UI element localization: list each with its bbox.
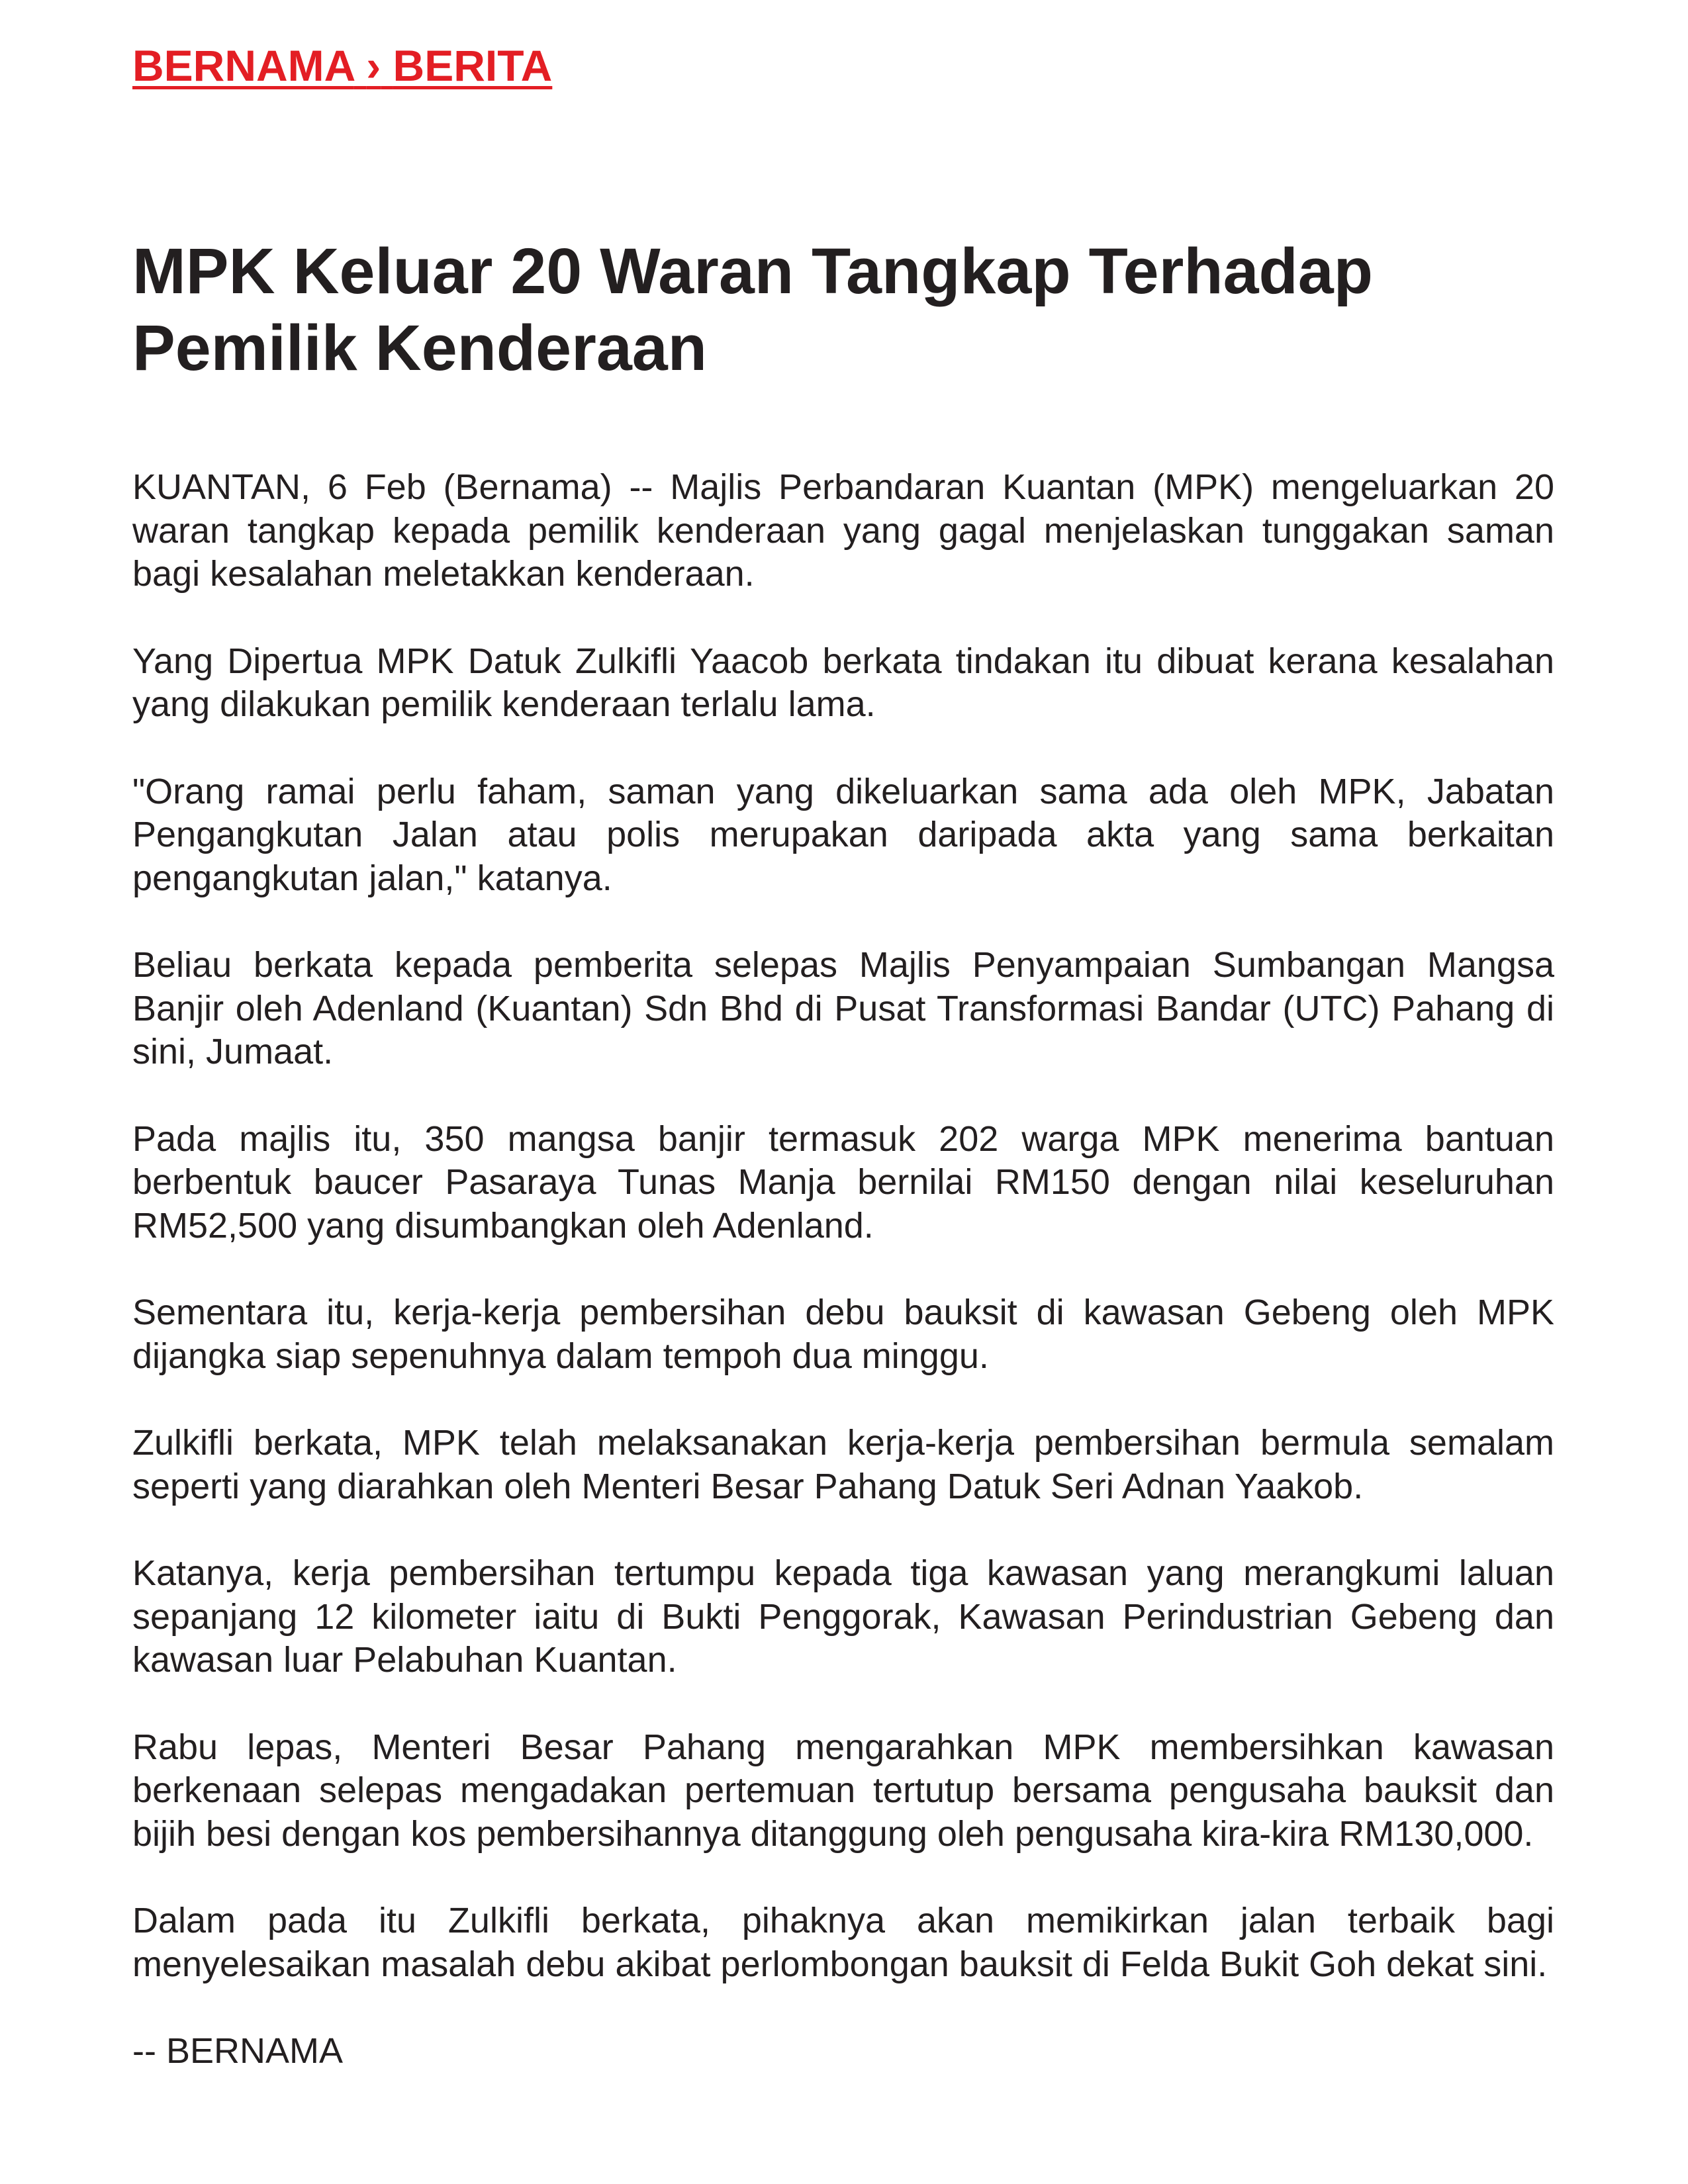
article-paragraph: Sementara itu, kerja-kerja pembersihan debu bauksit di kawasan Gebeng oleh MPK dijangka siap sepenuhnya dalam tempoh dua minggu.: [132, 1293, 1554, 1376]
article-paragraph: KUANTAN, 6 Feb (Bernama) -- Majlis Perbandaran Kuantan (MPK) mengeluarkan 20 waran tangkap kepada pemilik kenderaan yang gagal menjelaskan tunggakan saman bagi kesalahan meletakkan kenderaan.: [132, 467, 1554, 594]
article-body: [132, 466, 1554, 2117]
breadcrumb-site: BERNAMA: [132, 41, 354, 90]
article-paragraph: "Orang ramai perlu faham, saman yang dikeluarkan sama ada oleh MPK, Jabatan Pengangkutan Jalan atau polis merupakan daripada akta yang sama berkaitan pengangkutan jalan," katanya.: [132, 771, 1554, 898]
article-paragraph: Beliau berkata kepada pemberita selepas Majlis Penyampaian Sumbangan Mangsa Banjir oleh Adenland (Kuantan) Sdn Bhd di Pusat Transformasi Bandar (UTC) Pahang di sini, Jumaat.: [132, 945, 1554, 1071]
article-headline: MPK Keluar 20 Waran Tangkap Terhadap Pemilik Kenderaan: [132, 235, 1373, 384]
article-paragraph: Dalam pada itu Zulkifli berkata, pihaknya akan memikirkan jalan terbaik bagi menyelesaikan masalah debu akibat perlombongan bauksit di Felda Bukit Goh dekat sini.: [132, 1901, 1554, 1984]
article-paragraph: Zulkifli berkata, MPK telah melaksanakan kerja-kerja pembersihan bermula semalam seperti yang diarahkan oleh Menteri Besar Pahang Datuk Seri Adnan Yaakob.: [132, 1423, 1554, 1506]
breadcrumb: [132, 36, 552, 95]
article-paragraph: Yang Dipertua MPK Datuk Zulkifli Yaacob berkata tindakan itu dibuat kerana kesalahan yang dilakukan pemilik kenderaan terlalu lama.: [132, 641, 1554, 724]
article-paragraph: Katanya, kerja pembersihan tertumpu kepada tiga kawasan yang merangkumi laluan sepanjang 12 kilometer iaitu di Bukti Penggorak, Kawasan Perindustrian Gebeng dan kawasan luar Pelabuhan Kuantan.: [132, 1553, 1554, 1680]
article-paragraph: Pada majlis itu, 350 mangsa banjir termasuk 202 warga MPK menerima bantuan berbentuk baucer Pasaraya Tunas Manja bernilai RM150 dengan nilai keseluruhan RM52,500 yang disumbangkan oleh Adenland.: [132, 1118, 1554, 1246]
breadcrumb-link[interactable]: [132, 41, 552, 90]
breadcrumb-separator: ›: [366, 41, 381, 90]
breadcrumb-section: BERITA: [393, 41, 553, 90]
article-paragraph: Rabu lepas, Menteri Besar Pahang mengarahkan MPK membersihkan kawasan berkenaan selepas mengadakan pertemuan tertutup bersama pengusaha bauksit dan bijih besi dengan kos pembersihannya ditanggung oleh pengusaha kira-kira RM130,000.: [132, 1727, 1554, 1854]
article-signoff: -- BERNAMA: [132, 2031, 344, 2071]
